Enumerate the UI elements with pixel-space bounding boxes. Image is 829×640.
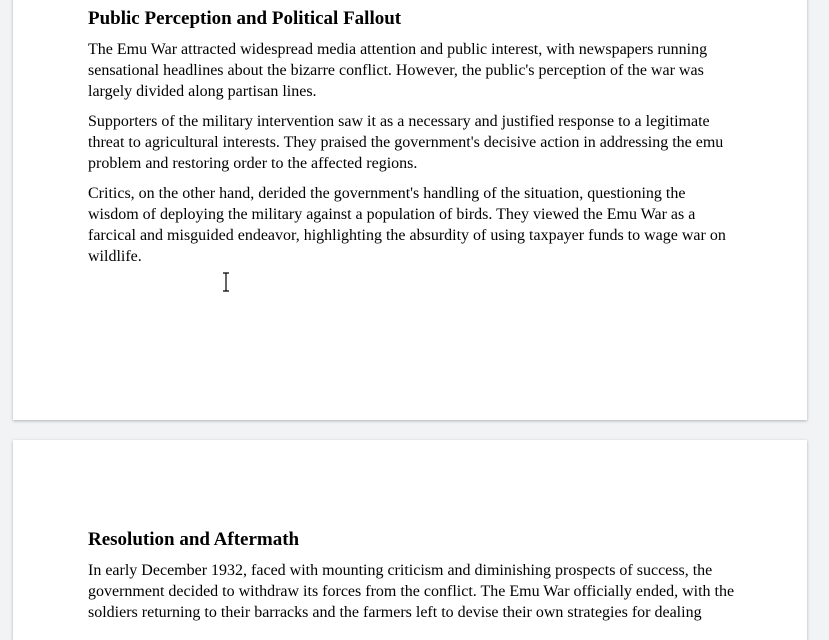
page-2-content[interactable] (88, 528, 738, 632)
section-heading-resolution: Resolution and Aftermath (88, 529, 300, 550)
paragraph-4: In early December 1932, faced with mounting criticism and diminishing prospects of success, the government decided to withdraw its forces from the conflict. The Emu War officially ended, with the soldiers returning to their barracks and the farmers left to devise their own strategies for dealing (88, 562, 735, 621)
paragraph-1: The Emu War attracted widespread media attention and public interest, with newspapers running sensational headlines about the bizarre conflict. However, the public's perception of the war was largely divided along partisan lines. (88, 41, 708, 100)
document-page-2[interactable] (13, 440, 807, 640)
page-1-content[interactable] (88, 7, 738, 276)
document-page-1[interactable] (13, 0, 807, 420)
paragraph-2: Supporters of the military intervention saw it as a necessary and justified response to a legitimate threat to agricultural interests. They praised the government's decisive action in addressing the emu problem and restoring order to the affected regions. (88, 113, 724, 172)
text-cursor-icon (222, 272, 230, 292)
paragraph-3: Critics, on the other hand, derided the government's handling of the situation, questioning the wisdom of deploying the military against a population of birds. They viewed the Emu War as a farcical and misguided endeavor, highlighting the absurdity of using taxpayer funds to wage war on wildlife. (88, 185, 726, 265)
section-heading-public-perception: Public Perception and Political Fallout (88, 8, 402, 29)
